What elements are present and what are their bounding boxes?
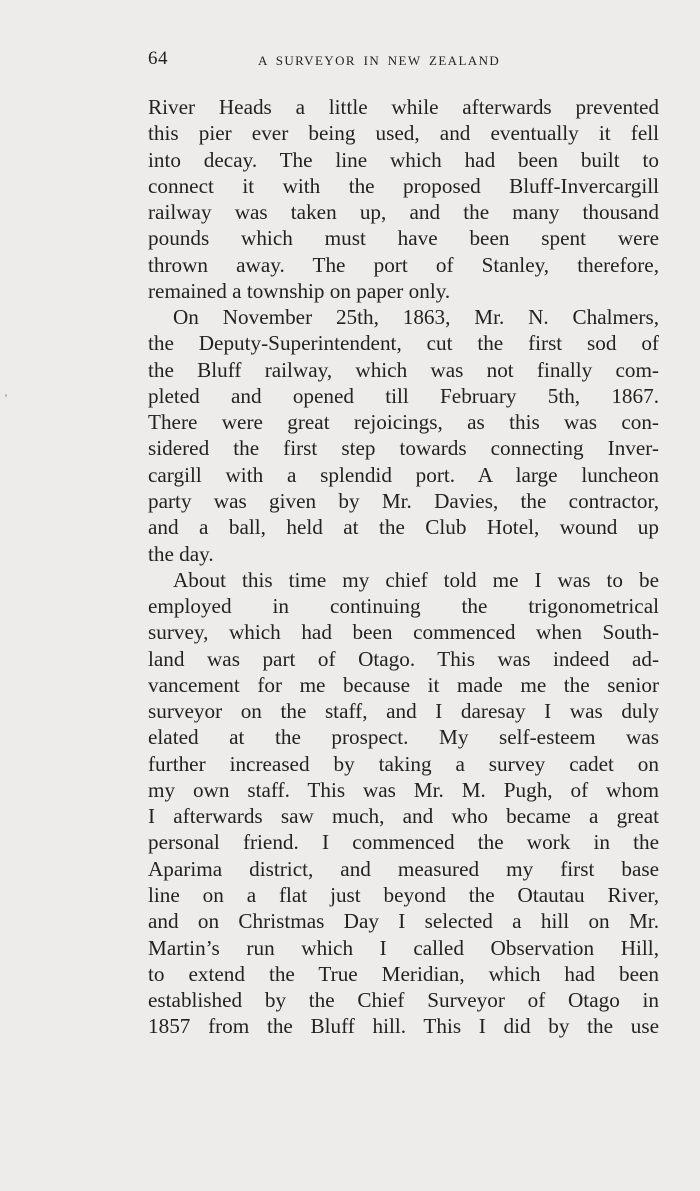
text-line: I afterwards saw much, and who became a great bbox=[148, 804, 659, 829]
text-line: sidered the first step towards connecting Inver- bbox=[148, 436, 659, 461]
text-line: into decay. The line which had been built to bbox=[148, 147, 659, 172]
text-line: railway was taken up, and the many thousand bbox=[148, 200, 659, 225]
text-line: 1857 from the Bluff hill. This I did by the use bbox=[148, 1014, 659, 1039]
text-line: elated at the prospect. My self-esteem was bbox=[148, 725, 659, 750]
text-line: River Heads a little while afterwards prevented bbox=[148, 95, 659, 119]
text-line: pleted and opened till February 5th, 1867. bbox=[148, 383, 659, 408]
text-line: thrown away. The port of Stanley, therefore, bbox=[148, 252, 659, 277]
text-line: pounds which must have been spent were bbox=[148, 226, 659, 251]
body-text bbox=[148, 94, 659, 1040]
text-line: personal friend. I commenced the work in the bbox=[148, 830, 659, 855]
text-line: the Bluff railway, which was not finally com- bbox=[148, 357, 659, 382]
text-line: surveyor on the staff, and I daresay I was duly bbox=[148, 699, 659, 724]
text-line: Martin’s run which I called Observation Hill, bbox=[148, 935, 659, 960]
text-line: vancement for me because it made me the senior bbox=[148, 672, 659, 697]
text-line: cargill with a splendid port. A large luncheon bbox=[148, 462, 659, 487]
page-number: 64 bbox=[148, 48, 168, 69]
text-line: to extend the True Meridian, which had been bbox=[148, 961, 659, 986]
text-line: party was given by Mr. Davies, the contractor, bbox=[148, 488, 659, 513]
text-line: remained a township on paper only. bbox=[148, 278, 451, 303]
text-line: There were great rejoicings, as this was con- bbox=[148, 410, 659, 435]
text-line: survey, which had been commenced when South- bbox=[148, 620, 659, 645]
text-line: this pier ever being used, and eventually it fell bbox=[148, 121, 659, 146]
text-line: my own staff. This was Mr. M. Pugh, of whom bbox=[148, 777, 659, 802]
text-line: the Deputy-Superintendent, cut the first sod of bbox=[148, 331, 659, 356]
text-line: the day. bbox=[148, 541, 214, 566]
text-line: and on Christmas Day I selected a hill on Mr. bbox=[148, 909, 659, 934]
paragraph-first-line: On November 25th, 1863, Mr. N. Chalmers, bbox=[173, 305, 659, 330]
paragraph-first-line: About this time my chief told me I was to be bbox=[173, 567, 659, 592]
text-line: established by the Chief Surveyor of Otago in bbox=[148, 988, 659, 1013]
text-line: Aparima district, and measured my first base bbox=[148, 856, 659, 881]
text-line: land was part of Otago. This was indeed ad- bbox=[148, 646, 659, 671]
running-head: A SURVEYOR IN NEW ZEALAND bbox=[258, 53, 501, 68]
text-line: further increased by taking a survey cadet on bbox=[148, 751, 659, 776]
text-line: and a ball, held at the Club Hotel, wound up bbox=[148, 515, 659, 540]
text-line: connect it with the proposed Bluff-Invercargill bbox=[148, 173, 659, 198]
paper-speck bbox=[5, 394, 7, 397]
text-line: employed in continuing the trigonometrical bbox=[148, 594, 659, 619]
text-line: line on a flat just beyond the Otautau River, bbox=[148, 882, 659, 907]
